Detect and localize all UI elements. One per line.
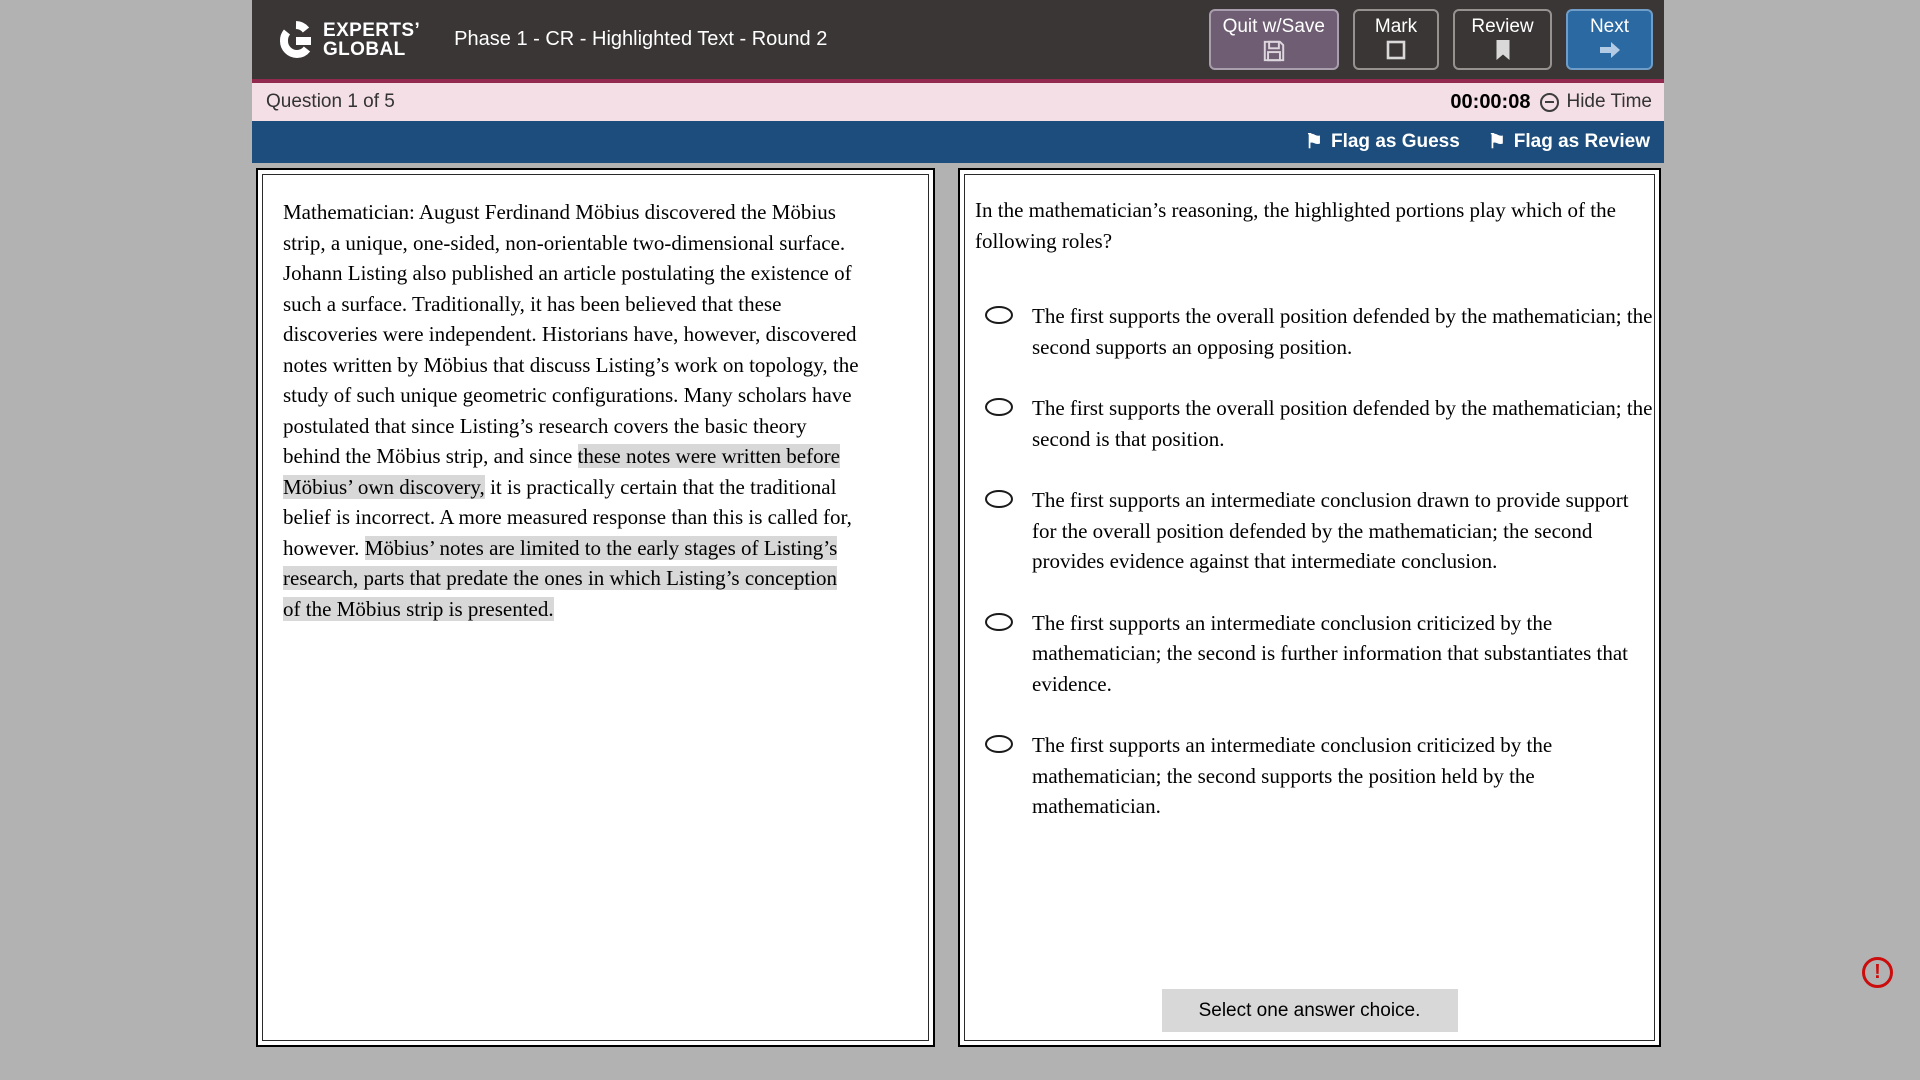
passage-panel-inner — [262, 174, 929, 1041]
timer-area — [1450, 91, 1652, 114]
answer-option-3[interactable] — [975, 485, 1654, 577]
review-button[interactable] — [1453, 9, 1552, 70]
flag-as-review-label: Flag as Review — [1513, 131, 1650, 152]
passage-line — [283, 502, 928, 533]
checkbox-square-icon — [1384, 38, 1408, 62]
passage-segment: postulated that since Listing’s research covers the basic theory — [283, 413, 807, 438]
passage-line — [283, 533, 928, 564]
next-button[interactable] — [1566, 9, 1653, 70]
logo-line-2: GLOBAL — [323, 38, 406, 60]
highlighted-text: Möbius’ own discovery, — [283, 474, 485, 499]
alert-exclamation-icon[interactable]: ! — [1862, 957, 1893, 988]
answer-option-text: The first supports the overall position defended by the mathematician; the second is that position. — [1032, 396, 1653, 451]
radio-button[interactable] — [985, 398, 1013, 416]
passage-segment: however. — [283, 535, 365, 560]
radio-button[interactable] — [985, 490, 1013, 508]
flag-as-guess-button[interactable] — [1305, 131, 1460, 153]
passage-line — [283, 411, 928, 442]
answer-option-2[interactable] — [975, 393, 1654, 454]
passage-line — [283, 380, 928, 411]
answer-option-text: The first supports an intermediate conclusion drawn to provide support for the overall position defended by the mathematician; the second provides evidence against that intermediate conclusion. — [1032, 488, 1629, 573]
question-prompt: In the mathematician’s reasoning, the highlighted portions play which of the following roles? — [975, 198, 1616, 253]
logo-line-1: EXPERTS’ — [323, 19, 421, 41]
question-panel-inner — [964, 174, 1655, 1041]
logo-text — [323, 21, 420, 59]
floppy-disk-icon — [1261, 38, 1287, 64]
passage-line — [283, 472, 928, 503]
hide-time-label: Hide Time — [1566, 91, 1652, 112]
radio-button[interactable] — [985, 613, 1013, 631]
passage-line — [283, 319, 928, 350]
passage-line — [283, 228, 928, 259]
passage-segment: discoveries were independent. Historians have, however, discovered — [283, 322, 857, 346]
passage-segment: strip, a unique, one-sided, non-orientable two-dimensional surface. — [283, 230, 846, 255]
passage-segment: it is practically certain that the traditional — [484, 474, 837, 499]
answer-option-1[interactable] — [975, 301, 1654, 362]
mark-button-label: Mark — [1374, 16, 1418, 37]
answer-option-5[interactable] — [975, 730, 1654, 822]
passage-segment: notes written by Möbius that discuss Listing’s work on topology, the — [283, 352, 859, 377]
passage-line — [283, 350, 928, 381]
passage-line — [283, 563, 928, 594]
quit-button-label: Quit w/Save — [1222, 16, 1325, 37]
answer-option-text: The first supports an intermediate conclusion criticized by the mathematician; the second is further information that substantiates that evidence. — [1032, 610, 1628, 696]
passage-line — [283, 258, 928, 289]
experts-global-logo — [278, 19, 420, 61]
passage-segment: Mathematician: August Ferdinand Möbius discovered the Möbius — [283, 200, 836, 224]
quit-button[interactable] — [1209, 9, 1339, 70]
content-area — [252, 168, 1664, 1047]
passage-segment: Johann Listing also published an article postulating the existence of — [283, 261, 852, 285]
answer-option-text: The first supports an intermediate conclusion criticized by the mathematician; the second supports the position held by the mathematician. — [1032, 733, 1553, 818]
answer-instruction: Select one answer choice. — [1162, 989, 1458, 1032]
passage-line — [283, 594, 928, 625]
passage-line — [283, 289, 928, 320]
radio-button[interactable] — [985, 735, 1013, 753]
answer-options — [975, 301, 1654, 822]
passage-line — [283, 441, 928, 472]
answer-option-4[interactable] — [975, 608, 1654, 700]
answer-option-text: The first supports the overall position defended by the mathematician; the second supports an opposing position. — [1032, 304, 1653, 359]
passage-segment: behind the Möbius strip, and since — [283, 444, 578, 468]
passage-segment: such a surface. Traditionally, it has been believed that these — [283, 291, 782, 316]
question-panel — [958, 168, 1661, 1047]
passage-segment: study of such unique geometric configurations. Many scholars have — [283, 383, 852, 407]
flag-icon: ⚑ — [1305, 131, 1323, 153]
radio-button[interactable] — [985, 306, 1013, 324]
toolbar — [1209, 9, 1653, 70]
flag-as-guess-label: Flag as Guess — [1330, 131, 1460, 152]
highlighted-text: Möbius’ notes are limited to the early stages of Listing’s — [364, 535, 838, 560]
highlighted-text: of the Möbius strip is presented. — [283, 596, 554, 621]
passage-segment: belief is incorrect. A more measured response than this is called for, — [283, 505, 852, 529]
passage-line — [283, 197, 928, 228]
flag-as-review-button[interactable] — [1488, 131, 1650, 153]
timer-display: 00:00:08 — [1450, 90, 1531, 113]
highlighted-text: these notes were written before — [577, 444, 840, 468]
next-button-label: Next — [1589, 16, 1630, 37]
exam-window — [252, 0, 1664, 1047]
passage-panel — [256, 168, 935, 1047]
highlighted-text: research, parts that predate the ones in which Listing’s conception — [283, 566, 837, 590]
experts-global-logo-icon — [278, 19, 314, 61]
minus-circle-icon — [1540, 93, 1559, 112]
question-content — [965, 175, 1654, 1040]
bookmark-icon — [1491, 38, 1515, 62]
status-bar — [252, 83, 1664, 121]
arrow-right-icon — [1597, 38, 1623, 62]
review-button-label: Review — [1471, 16, 1534, 37]
question-counter: Question 1 of 5 — [266, 91, 395, 112]
flag-icon: ⚑ — [1487, 131, 1506, 153]
hide-time-toggle[interactable] — [1540, 91, 1652, 113]
top-bar — [252, 0, 1664, 83]
section-title: Phase 1 - CR - Highlighted Text - Round 2 — [454, 28, 828, 50]
passage-text — [263, 175, 928, 624]
flag-bar — [252, 121, 1664, 163]
mark-button[interactable] — [1353, 9, 1439, 70]
